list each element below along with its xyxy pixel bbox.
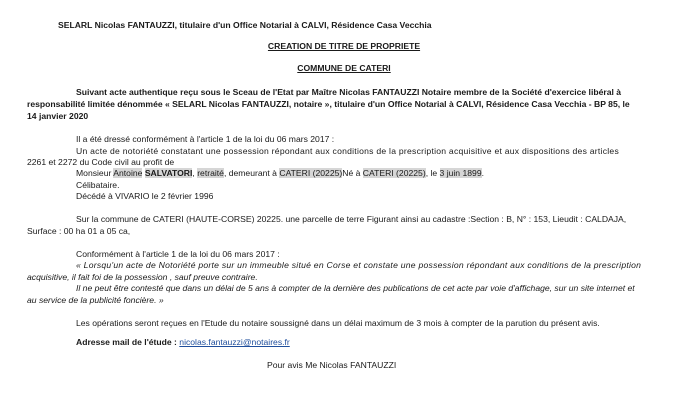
law-quote-2-line-2: au service de la publicité foncière. » (27, 295, 164, 305)
intro-line-2: responsabilité limitée dénommée « SELARL Nicolas FANTAUZZI, notaire », titulaire d'un Office Notarial à CALVI, Résidence Casa Vecchia - BP 85, le (27, 99, 630, 109)
separator: . (481, 168, 484, 178)
intro-line-3: 14 janvier 2020 (27, 111, 89, 121)
contact-line (76, 337, 290, 348)
beneficiary-last-name: SALVATORI (144, 168, 193, 178)
parcel-line-2: Surface : 00 ha 01 a 05 ca, (27, 226, 131, 236)
law-quote-1-line-2: acquisitive, il fait foi de la possession , sauf preuve contraire. (27, 272, 258, 282)
beneficiary-birthdate: 3 juin 1899 (439, 168, 482, 178)
intro-line-1: Suivant acte authentique reçu sous le Sceau de l'Etat par Maître Nicolas FANTAUZZI Notaire membre de la Société d'exercice libéral à (76, 87, 622, 97)
signature: Pour avis Me Nicolas FANTAUZZI (267, 360, 397, 370)
email-label: Adresse mail de l'étude : (76, 337, 180, 347)
death-info: Décédé à VIVARIO le 2 février 1996 (76, 191, 214, 201)
parcel-line-1: Sur la commune de CATERI (HAUTE-CORSE) 20225. une parcelle de terre Figurant ainsi au cadastre :Section : B, N° : 153, Lieudit : CALDAJA, (76, 214, 627, 224)
operations-notice: Les opérations seront reçues en l'Etude du notaire soussigné dans un délai maximum de 3 mois à compter de la parution du présent avis. (76, 318, 600, 328)
law-intro: Conformément à l'article 1 de la loi du 06 mars 2017 : (76, 249, 280, 259)
acte-line-1: Il a été dressé conformément à l'article 1 de la loi du 06 mars 2017 : (76, 134, 335, 144)
notice-commune-title: COMMUNE DE CATERI (297, 63, 391, 73)
beneficiary-residence: CATERI (20225) (279, 168, 343, 178)
separator: , demeurant à (223, 168, 280, 178)
beneficiary-prefix: Monsieur (76, 168, 114, 178)
law-quote-1-line-1: « Lorsqu'un acte de Notoriété porte sur un immeuble situé en Corse et constate une possession répondant aux conditions de la prescription (76, 260, 642, 270)
born-label: Né à (342, 168, 363, 178)
beneficiary-birthplace: CATERI (20225) (362, 168, 426, 178)
marital-status: Célibataire. (76, 180, 120, 190)
acte-line-3: 2261 et 2272 du Code civil au profit de (27, 157, 175, 167)
separator: , (192, 168, 198, 178)
separator: , le (425, 168, 440, 178)
beneficiary-first-name: Antoine (113, 168, 143, 178)
beneficiary-profession: retraité (197, 168, 224, 178)
acte-line-2: Un acte de notoriété constatant une possession répondant aux conditions de la prescription acquisitive et aux dispositions des articles (76, 146, 619, 156)
email-link[interactable]: nicolas.fantauzzi@notaires.fr (179, 337, 290, 347)
law-quote-2-line-1: Il ne peut être contesté que dans un délai de 5 ans à compter de la dernière des publications de cet acte par voie d'affichage, sur un site internet et (76, 283, 635, 293)
office-header-line: SELARL Nicolas FANTAUZZI, titulaire d'un Office Notarial à CALVI, Résidence Casa Vecchia (58, 20, 432, 30)
beneficiary-line (76, 168, 484, 179)
notice-title: CREATION DE TITRE DE PROPRIETE (267, 41, 421, 51)
